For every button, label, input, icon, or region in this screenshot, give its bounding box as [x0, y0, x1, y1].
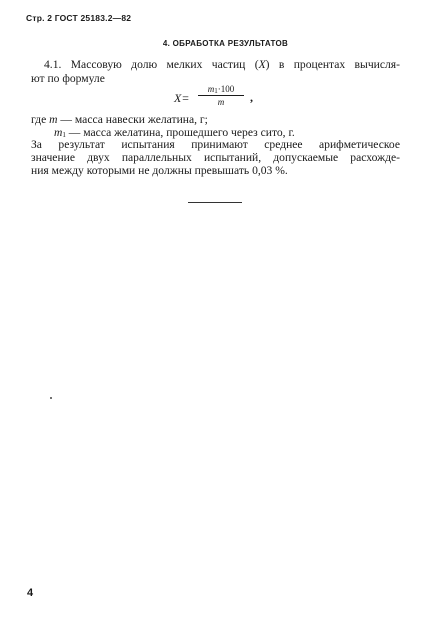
- formula-comma: ,: [250, 90, 253, 104]
- section-title: 4. ОБРАБОТКА РЕЗУЛЬТАТОВ: [162, 39, 289, 48]
- result-line-2: значение двух параллельных испытаний, допускаемые расхожде-: [31, 151, 400, 164]
- formula-fraction: [198, 84, 244, 107]
- m1-desc: — масса желатина, прошедшего через сито, г.: [68, 126, 295, 139]
- page-number: 4: [27, 587, 34, 599]
- formula-numerator: [198, 84, 244, 94]
- speck: [50, 397, 52, 399]
- where-line-m: [31, 113, 400, 127]
- m-desc: — масса навески желатина, г;: [60, 113, 208, 126]
- paragraph-4-1-line-1: [31, 58, 400, 72]
- var-m1-sub: 1: [62, 131, 66, 139]
- result-line-3: ния между которыми не должны превышать 0,03 %.: [31, 164, 288, 177]
- formula-denominator: m: [217, 97, 225, 107]
- paragraph-4-1-line-2: ют по формуле: [31, 72, 105, 85]
- where-prefix: где: [31, 113, 47, 126]
- end-rule: [188, 202, 242, 203]
- numerator-sub: 1: [214, 87, 218, 95]
- result-line-1: За результат испытания принимают среднее арифметическое: [31, 138, 400, 151]
- numerator-var: m: [207, 84, 215, 94]
- fraction-bar: [198, 95, 244, 96]
- var-m: m: [49, 113, 58, 126]
- numerator-rest: ·100: [217, 84, 235, 94]
- variable-x: X: [258, 58, 266, 71]
- paragraph-text: 4.1. Массовую долю мелких частиц (: [44, 58, 259, 71]
- formula-lhs: X=: [174, 91, 190, 105]
- paragraph-text: ) в процентах вычисля-: [265, 58, 400, 71]
- page-header: Стр. 2 ГОСТ 25183.2—82: [26, 13, 132, 23]
- var-m1: m: [54, 126, 63, 139]
